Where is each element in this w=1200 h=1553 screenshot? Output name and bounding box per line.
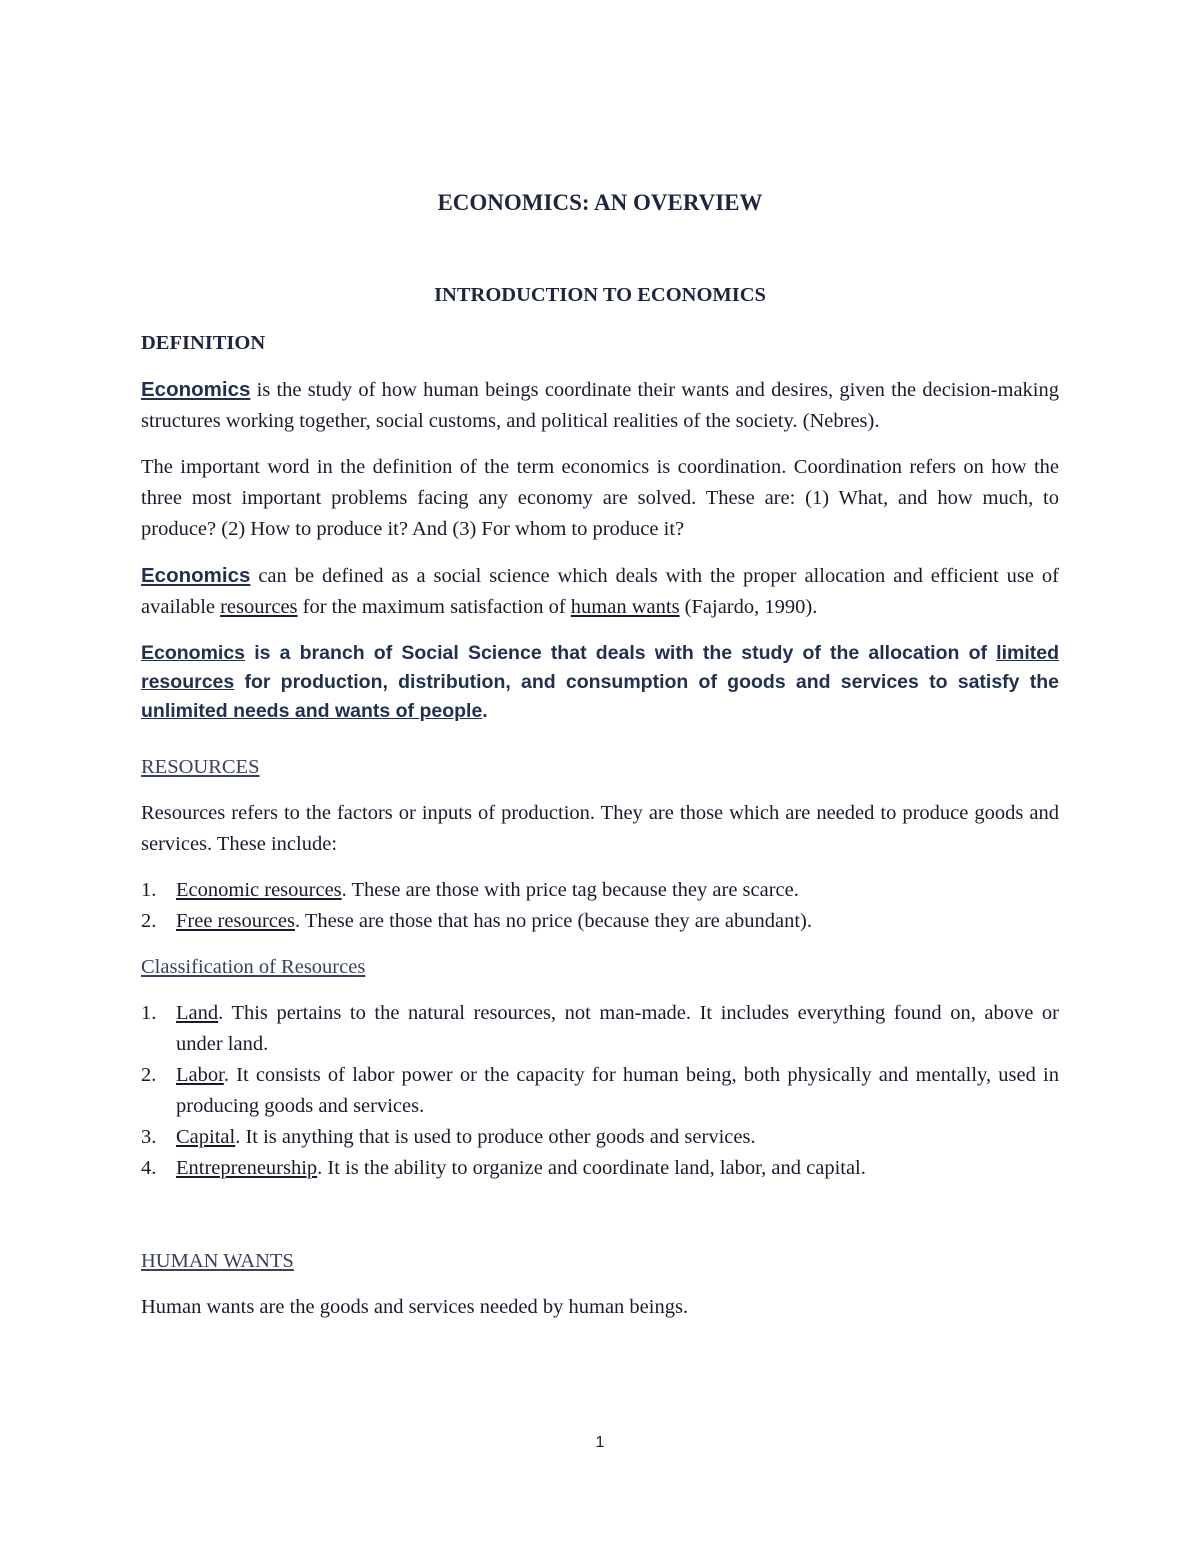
page-number: 1 <box>595 1434 605 1451</box>
definition-2-text-b: for the maximum satisfaction of <box>297 596 571 618</box>
definition-3-text-a: is a branch of Social Science that deals with the study of the allocation of <box>245 642 997 664</box>
unlimited-needs-text: unlimited needs and wants of people <box>141 700 483 722</box>
list-number: 1. <box>141 879 157 901</box>
definition-paragraph-3 <box>141 639 1059 726</box>
document-subtitle: INTRODUCTION TO ECONOMICS <box>434 284 766 306</box>
list-term: Entrepreneurship <box>176 1157 318 1179</box>
term-economics: Economics <box>141 642 246 664</box>
definition-3-text-b: for production, distribution, and consumption of goods and services to satisfy the <box>234 671 1059 693</box>
classification-item <box>141 1153 1059 1184</box>
resources-paragraph: Resources refers to the factors or inputs of production. They are those which are needed to produce goods and services. These include: <box>141 802 1059 855</box>
resources-heading: RESOURCES <box>141 756 260 778</box>
list-term: Land <box>176 1002 219 1024</box>
classification-heading: Classification of Resources <box>141 956 366 978</box>
list-text: . This pertains to the natural resources, not man-made. It includes everything found on, above or under land. <box>176 1002 1059 1055</box>
list-number: 2. <box>141 910 157 932</box>
definition-3-text-c: . <box>482 700 488 722</box>
limited-resources-text: limited resources <box>141 642 1059 693</box>
link-resources: resources <box>220 596 298 618</box>
definition-paragraph-1 <box>141 374 1059 437</box>
definition-2-text-a: can be defined as a social science which deals with the proper allocation and efficient use of available <box>141 565 1059 618</box>
term-economics: Economics <box>141 378 251 401</box>
list-number: 2. <box>141 1064 157 1086</box>
definition-1-text: is the study of how human beings coordinate their wants and desires, given the decision-making structures working together, social customs, and political realities of the society. (Nebres). <box>141 379 1059 432</box>
list-text: . These are those with price tag because they are scarce. <box>341 879 799 901</box>
list-text: . These are those that has no price (because they are abundant). <box>294 910 812 932</box>
classification-list <box>141 998 1059 1184</box>
definition-paragraph-2 <box>141 560 1059 623</box>
resource-type-item <box>141 906 1059 937</box>
list-text: . It is anything that is used to produce other goods and services. <box>235 1126 756 1148</box>
link-human-wants: human wants <box>570 596 680 618</box>
definition-2-text-c: (Fajardo, 1990). <box>679 596 818 618</box>
coordination-paragraph: The important word in the definition of the term economics is coordination. Coordination refers on how the three most important problems facing any economy are solved. These are: (1) What, and how much, to produce? (2) How to produce it? And (3) For whom to produce it? <box>141 456 1059 540</box>
list-term: Free resources <box>176 910 295 932</box>
classification-item <box>141 1122 1059 1153</box>
list-number: 1. <box>141 1002 157 1024</box>
definition-heading: DEFINITION <box>141 332 266 354</box>
document-body <box>141 186 1059 1323</box>
resource-types-list <box>141 875 1059 937</box>
list-number: 3. <box>141 1126 157 1148</box>
human-wants-heading: HUMAN WANTS <box>141 1250 294 1272</box>
document-title: ECONOMICS: AN OVERVIEW <box>437 190 763 215</box>
list-term: Economic resources <box>176 879 342 901</box>
human-wants-paragraph: Human wants are the goods and services needed by human beings. <box>141 1296 689 1318</box>
list-text: . It is the ability to organize and coordinate land, labor, and capital. <box>317 1157 866 1179</box>
term-economics: Economics <box>141 564 251 587</box>
list-term: Capital <box>176 1126 236 1148</box>
list-term: Labor <box>176 1064 224 1086</box>
resource-type-item <box>141 875 1059 906</box>
list-number: 4. <box>141 1157 157 1179</box>
classification-item <box>141 998 1059 1060</box>
classification-item <box>141 1060 1059 1122</box>
list-text: . It consists of labor power or the capacity for human being, both physically and mentally, used in producing goods and services. <box>176 1064 1059 1117</box>
